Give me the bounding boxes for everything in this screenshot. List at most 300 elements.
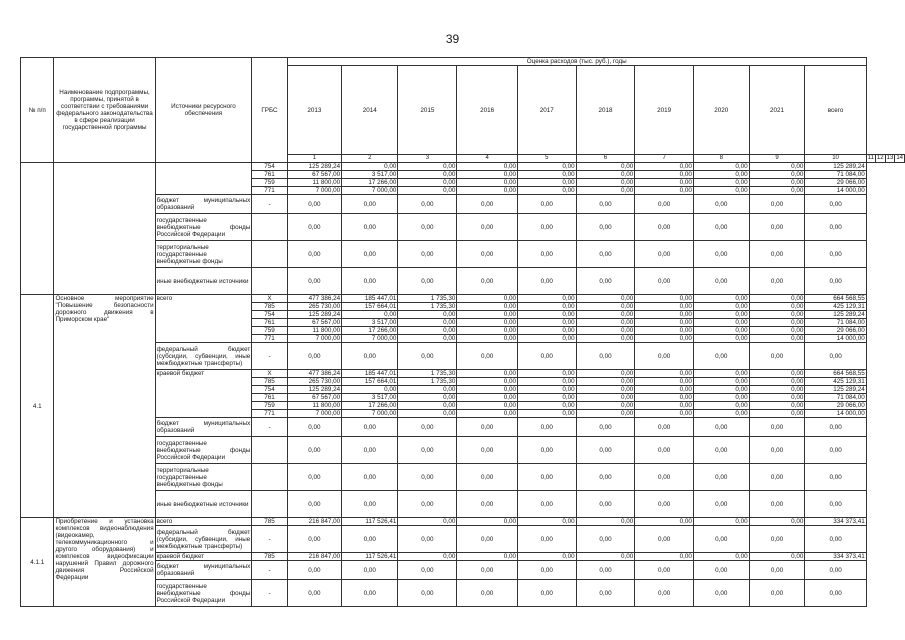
value-cell: 0,00 [576, 171, 635, 179]
value-cell: 0,00 [576, 195, 635, 214]
value-cell: 1 735,30 [398, 378, 457, 386]
value-cell: 0,00 [457, 214, 518, 241]
value-cell: 0,00 [635, 402, 694, 410]
value-cell: 0,00 [749, 437, 805, 464]
value-cell: 0,00 [457, 303, 518, 311]
value-cell: 71 084,00 [805, 171, 866, 179]
value-cell: 0,00 [398, 327, 457, 335]
value-cell: 0,00 [635, 553, 694, 561]
value-cell: 0,00 [457, 327, 518, 335]
value-cell: 0,00 [517, 437, 576, 464]
item-name: Приобретение и установка комплексов видеонаблюдения (видеокамер, телекоммуникационного и другого оборудования) и комплексов видеофиксации нарушений Правил дорожного движения Российской Федерации [54, 518, 155, 607]
value-cell: 0,00 [693, 343, 749, 370]
value-cell: 0,00 [693, 561, 749, 580]
value-cell: 0,00 [517, 319, 576, 327]
value-cell: 67 567,00 [287, 171, 341, 179]
value-cell: 0,00 [287, 561, 341, 580]
value-cell: 0,00 [287, 268, 341, 295]
value-cell: 0,00 [635, 171, 694, 179]
value-cell: 0,00 [398, 268, 457, 295]
header-year: 2020 [693, 66, 749, 155]
value-cell: 7 000,00 [287, 335, 341, 343]
value-cell: 0,00 [457, 418, 518, 437]
value-cell: 0,00 [398, 518, 457, 526]
value-cell: 14 000,00 [805, 410, 866, 418]
table-row [21, 518, 905, 526]
header-year: 2015 [398, 66, 457, 155]
header-source: Источники ресурсного обеспечения [155, 58, 252, 163]
value-cell: 0,00 [342, 195, 398, 214]
value-cell: 0,00 [693, 187, 749, 195]
value-cell: 0,00 [287, 241, 341, 268]
value-cell: 0,00 [398, 553, 457, 561]
value-cell: 0,00 [576, 214, 635, 241]
value-cell: 477 386,24 [287, 370, 341, 378]
value-cell: 0,00 [457, 394, 518, 402]
value-cell: 0,00 [576, 303, 635, 311]
value-cell: 0,00 [635, 187, 694, 195]
value-cell: 185 447,01 [342, 370, 398, 378]
value-cell: 0,00 [576, 491, 635, 518]
value-cell: 0,00 [342, 437, 398, 464]
value-cell: 11 800,00 [287, 327, 341, 335]
header-year: 2017 [517, 66, 576, 155]
value-cell: 0,00 [398, 561, 457, 580]
value-cell: 0,00 [635, 311, 694, 319]
value-cell: 0,00 [576, 553, 635, 561]
grbs-cell: 785 [252, 553, 287, 561]
value-cell: 0,00 [693, 268, 749, 295]
value-cell: 0,00 [635, 303, 694, 311]
value-cell: 0,00 [398, 179, 457, 187]
value-cell: 0,00 [517, 327, 576, 335]
value-cell: 0,00 [749, 402, 805, 410]
value-cell: 11 800,00 [287, 179, 341, 187]
value-cell: 0,00 [693, 464, 749, 491]
value-cell: 0,00 [576, 464, 635, 491]
column-number: 13 [886, 155, 894, 161]
value-cell: 0,00 [398, 418, 457, 437]
value-cell: 0,00 [398, 335, 457, 343]
value-cell: 0,00 [749, 319, 805, 327]
value-cell: 0,00 [287, 526, 341, 553]
value-cell: 0,00 [805, 526, 866, 553]
value-cell: 0,00 [635, 335, 694, 343]
header-group-title: Оценка расходов (тыс. руб.), годы [287, 58, 866, 66]
value-cell: 0,00 [398, 580, 457, 607]
grbs-cell: - [252, 195, 287, 214]
grbs-cell: 785 [252, 303, 287, 311]
value-cell: 0,00 [805, 214, 866, 241]
value-cell: 14 000,00 [805, 187, 866, 195]
value-cell: 0,00 [749, 491, 805, 518]
grbs-cell: 771 [252, 187, 287, 195]
table-row [21, 295, 905, 303]
grbs-cell [252, 491, 287, 518]
value-cell: 0,00 [342, 418, 398, 437]
value-cell: 0,00 [398, 394, 457, 402]
grbs-cell: 771 [252, 410, 287, 418]
value-cell: 0,00 [693, 410, 749, 418]
value-cell: 0,00 [749, 171, 805, 179]
value-cell: 0,00 [805, 437, 866, 464]
value-cell: 0,00 [749, 311, 805, 319]
value-cell: 0,00 [342, 526, 398, 553]
column-number: 5 [517, 155, 576, 163]
value-cell: 0,00 [342, 464, 398, 491]
value-cell: 0,00 [693, 311, 749, 319]
value-cell: 0,00 [517, 378, 576, 386]
value-cell: 0,00 [576, 418, 635, 437]
name-cell [54, 163, 155, 295]
value-cell: 334 373,41 [805, 518, 866, 526]
grbs-cell: 785 [252, 378, 287, 386]
header-num: № п/п [21, 58, 54, 163]
value-cell: 0,00 [576, 319, 635, 327]
source-total: всего [155, 295, 252, 343]
value-cell: 0,00 [805, 343, 866, 370]
num-cell [21, 163, 54, 295]
value-cell: 0,00 [457, 518, 518, 526]
column-number: 3 [398, 155, 457, 163]
value-cell: 0,00 [635, 418, 694, 437]
value-cell: 0,00 [342, 561, 398, 580]
value-cell: 0,00 [398, 491, 457, 518]
value-cell: 0,00 [398, 343, 457, 370]
value-cell: 0,00 [517, 526, 576, 553]
value-cell: 0,00 [805, 241, 866, 268]
value-cell: 0,00 [635, 319, 694, 327]
value-cell: 0,00 [457, 195, 518, 214]
value-cell: 0,00 [457, 311, 518, 319]
value-cell: 0,00 [749, 214, 805, 241]
value-cell: 0,00 [749, 327, 805, 335]
value-cell: 0,00 [635, 214, 694, 241]
value-cell: 0,00 [398, 171, 457, 179]
value-cell: 0,00 [457, 402, 518, 410]
value-cell: 0,00 [517, 370, 576, 378]
value-cell: 0,00 [398, 402, 457, 410]
value-cell: 0,00 [287, 343, 341, 370]
value-cell: 0,00 [457, 526, 518, 553]
value-cell: 0,00 [805, 268, 866, 295]
header-year: 2018 [576, 66, 635, 155]
value-cell: 0,00 [635, 378, 694, 386]
value-cell: 0,00 [693, 179, 749, 187]
budget-table [20, 57, 905, 607]
source-federal: федеральный бюджет (субсидии, субвенции, иные межбюджетные трансферты) [155, 526, 252, 553]
source-total: всего [155, 518, 252, 526]
value-cell: 0,00 [342, 214, 398, 241]
value-cell: 7 000,00 [342, 410, 398, 418]
value-cell: 0,00 [517, 268, 576, 295]
value-cell: 0,00 [749, 179, 805, 187]
value-cell: 0,00 [342, 580, 398, 607]
value-cell: 0,00 [517, 195, 576, 214]
value-cell: 7 000,00 [342, 335, 398, 343]
value-cell: 0,00 [576, 268, 635, 295]
value-cell: 0,00 [576, 561, 635, 580]
value-cell: 11 800,00 [287, 402, 341, 410]
value-cell: 0,00 [749, 303, 805, 311]
value-cell: 0,00 [517, 214, 576, 241]
value-cell: 477 386,24 [287, 295, 341, 303]
value-cell: 0,00 [635, 491, 694, 518]
value-cell: 125 289,24 [287, 386, 341, 394]
grbs-cell: - [252, 418, 287, 437]
column-number: 10 [805, 155, 866, 163]
value-cell: 0,00 [635, 195, 694, 214]
value-cell: 0,00 [693, 195, 749, 214]
value-cell: 0,00 [457, 437, 518, 464]
value-cell: 0,00 [749, 241, 805, 268]
value-cell: 0,00 [398, 214, 457, 241]
value-cell: 0,00 [749, 518, 805, 526]
value-cell: 0,00 [342, 386, 398, 394]
value-cell: 0,00 [576, 327, 635, 335]
value-cell: 425 129,31 [805, 303, 866, 311]
value-cell: 0,00 [805, 580, 866, 607]
grbs-cell: 759 [252, 179, 287, 187]
value-cell: 0,00 [749, 335, 805, 343]
value-cell: 0,00 [287, 214, 341, 241]
value-cell: 0,00 [576, 335, 635, 343]
value-cell: 0,00 [693, 491, 749, 518]
value-cell: 0,00 [457, 319, 518, 327]
value-cell: 0,00 [576, 526, 635, 553]
value-cell: 0,00 [342, 268, 398, 295]
value-cell: 0,00 [635, 410, 694, 418]
value-cell: 0,00 [749, 561, 805, 580]
column-number: 11 [867, 155, 874, 161]
column-number: 4 [457, 155, 518, 163]
value-cell: 0,00 [457, 187, 518, 195]
value-cell: 29 066,00 [805, 327, 866, 335]
value-cell: 0,00 [576, 386, 635, 394]
value-cell: 0,00 [749, 378, 805, 386]
value-cell: 425 129,31 [805, 378, 866, 386]
value-cell: 0,00 [635, 580, 694, 607]
value-cell: 0,00 [576, 187, 635, 195]
grbs-cell: - [252, 580, 287, 607]
value-cell: 0,00 [457, 553, 518, 561]
value-cell: 0,00 [287, 195, 341, 214]
value-cell: 1 735,30 [398, 295, 457, 303]
value-cell: 0,00 [398, 163, 457, 171]
source-cell: иные внебюджетные источники [155, 491, 252, 518]
value-cell: 664 568,55 [805, 370, 866, 378]
grbs-cell [252, 268, 287, 295]
value-cell: 0,00 [749, 187, 805, 195]
column-number: 1 [287, 155, 341, 163]
column-number: 14 [896, 155, 903, 161]
value-cell: 0,00 [749, 163, 805, 171]
value-cell: 3 517,00 [342, 394, 398, 402]
value-cell: 0,00 [693, 526, 749, 553]
value-cell: 0,00 [635, 518, 694, 526]
value-cell: 0,00 [517, 386, 576, 394]
header-grbs: ГРБС [252, 58, 287, 163]
source-cell [155, 163, 252, 195]
value-cell: 0,00 [342, 491, 398, 518]
value-cell: 7 000,00 [287, 410, 341, 418]
grbs-cell: X [252, 370, 287, 378]
value-cell: 0,00 [805, 464, 866, 491]
value-cell: 0,00 [287, 437, 341, 464]
value-cell: 0,00 [517, 163, 576, 171]
value-cell: 0,00 [398, 410, 457, 418]
value-cell: 216 847,00 [287, 518, 341, 526]
value-cell: 125 289,24 [805, 163, 866, 171]
value-cell: 664 568,55 [805, 295, 866, 303]
value-cell: 0,00 [693, 295, 749, 303]
value-cell: 0,00 [805, 491, 866, 518]
value-cell: 0,00 [693, 327, 749, 335]
grbs-cell: 761 [252, 319, 287, 327]
value-cell: 0,00 [517, 295, 576, 303]
value-cell: 0,00 [517, 464, 576, 491]
value-cell: 125 289,24 [805, 386, 866, 394]
value-cell: 0,00 [749, 394, 805, 402]
source-regional: краевой бюджет [155, 370, 252, 418]
value-cell: 0,00 [398, 386, 457, 394]
grbs-cell: - [252, 526, 287, 553]
value-cell: 0,00 [693, 370, 749, 378]
table-row [21, 163, 905, 171]
value-cell: 0,00 [635, 561, 694, 580]
value-cell: 0,00 [635, 327, 694, 335]
value-cell: 0,00 [457, 378, 518, 386]
source-federal: федеральный бюджет (субсидии, субвенции, иные межбюджетные трансферты) [155, 343, 252, 370]
value-cell: 0,00 [635, 464, 694, 491]
grbs-cell [252, 214, 287, 241]
value-cell: 0,00 [576, 370, 635, 378]
value-cell: 7 000,00 [287, 187, 341, 195]
value-cell: 0,00 [398, 311, 457, 319]
value-cell: 265 730,00 [287, 378, 341, 386]
header-name: Наименование подпрограммы, программы, принятой в соответствии с требованиями федерального законодательства в сфере реализации государственной программы [54, 58, 155, 163]
value-cell: 0,00 [398, 187, 457, 195]
value-cell: 0,00 [398, 319, 457, 327]
value-cell: 71 084,00 [805, 394, 866, 402]
value-cell: 0,00 [693, 378, 749, 386]
value-cell: 0,00 [576, 241, 635, 268]
value-cell: 0,00 [457, 163, 518, 171]
value-cell: 0,00 [749, 370, 805, 378]
value-cell: 0,00 [576, 580, 635, 607]
value-cell: 0,00 [635, 437, 694, 464]
value-cell: 0,00 [457, 179, 518, 187]
value-cell: 0,00 [576, 394, 635, 402]
value-cell: 0,00 [517, 303, 576, 311]
value-cell: 0,00 [517, 179, 576, 187]
grbs-cell: 754 [252, 311, 287, 319]
value-cell: 0,00 [457, 410, 518, 418]
item-number: 4.1 [21, 295, 54, 518]
value-cell: 0,00 [749, 553, 805, 561]
value-cell: 0,00 [457, 171, 518, 179]
value-cell: 125 289,24 [805, 311, 866, 319]
value-cell: 17 266,00 [342, 179, 398, 187]
value-cell: 0,00 [517, 335, 576, 343]
value-cell: 0,00 [517, 311, 576, 319]
value-cell: 67 567,00 [287, 319, 341, 327]
value-cell: 157 664,01 [342, 303, 398, 311]
value-cell: 0,00 [576, 343, 635, 370]
value-cell: 0,00 [693, 553, 749, 561]
value-cell: 0,00 [398, 241, 457, 268]
value-cell: 14 000,00 [805, 335, 866, 343]
value-cell: 0,00 [287, 464, 341, 491]
grbs-cell: X [252, 295, 287, 303]
value-cell: 0,00 [457, 561, 518, 580]
value-cell: 67 567,00 [287, 394, 341, 402]
source-offbudget: государственные внебюджетные фонды Российской Федерации [155, 580, 252, 607]
value-cell: 0,00 [693, 418, 749, 437]
value-cell: 0,00 [749, 295, 805, 303]
value-cell: 0,00 [457, 491, 518, 518]
value-cell: 0,00 [693, 171, 749, 179]
value-cell: 216 847,00 [287, 553, 341, 561]
value-cell: 0,00 [693, 394, 749, 402]
header-year: 2016 [457, 66, 518, 155]
value-cell: 0,00 [693, 518, 749, 526]
source-cell: территориальные государственные внебюджетные фонды [155, 241, 252, 268]
source-cell: бюджет муниципальных образований [155, 195, 252, 214]
value-cell: 0,00 [635, 295, 694, 303]
value-cell: 125 289,24 [287, 311, 341, 319]
value-cell: 0,00 [749, 386, 805, 394]
grbs-cell: 761 [252, 394, 287, 402]
value-cell: 0,00 [342, 241, 398, 268]
value-cell: 0,00 [517, 171, 576, 179]
value-cell: 0,00 [576, 179, 635, 187]
value-cell: 0,00 [635, 526, 694, 553]
value-cell: 0,00 [398, 195, 457, 214]
value-cell: 0,00 [457, 295, 518, 303]
value-cell: 0,00 [517, 410, 576, 418]
value-cell: 71 084,00 [805, 319, 866, 327]
header-year: 2014 [342, 66, 398, 155]
grbs-cell: - [252, 561, 287, 580]
source-cell: государственные внебюджетные фонды Российской Федерации [155, 437, 252, 464]
value-cell: 0,00 [749, 343, 805, 370]
value-cell: 0,00 [457, 268, 518, 295]
value-cell: 0,00 [457, 386, 518, 394]
column-number: 8 [693, 155, 749, 163]
value-cell: 117 526,41 [342, 518, 398, 526]
value-cell: 0,00 [749, 464, 805, 491]
value-cell: 29 066,00 [805, 179, 866, 187]
value-cell: 29 066,00 [805, 402, 866, 410]
grbs-cell: 754 [252, 163, 287, 171]
value-cell: 0,00 [517, 518, 576, 526]
value-cell: 0,00 [805, 418, 866, 437]
value-cell: 0,00 [693, 437, 749, 464]
value-cell: 0,00 [635, 268, 694, 295]
value-cell: 0,00 [576, 402, 635, 410]
grbs-cell: 771 [252, 335, 287, 343]
value-cell: 0,00 [517, 402, 576, 410]
value-cell: 0,00 [693, 402, 749, 410]
value-cell: 0,00 [805, 561, 866, 580]
value-cell: 0,00 [749, 195, 805, 214]
value-cell: 0,00 [342, 311, 398, 319]
value-cell: 0,00 [517, 553, 576, 561]
value-cell: 0,00 [457, 241, 518, 268]
grbs-cell: 759 [252, 327, 287, 335]
value-cell: 334 373,41 [805, 553, 866, 561]
